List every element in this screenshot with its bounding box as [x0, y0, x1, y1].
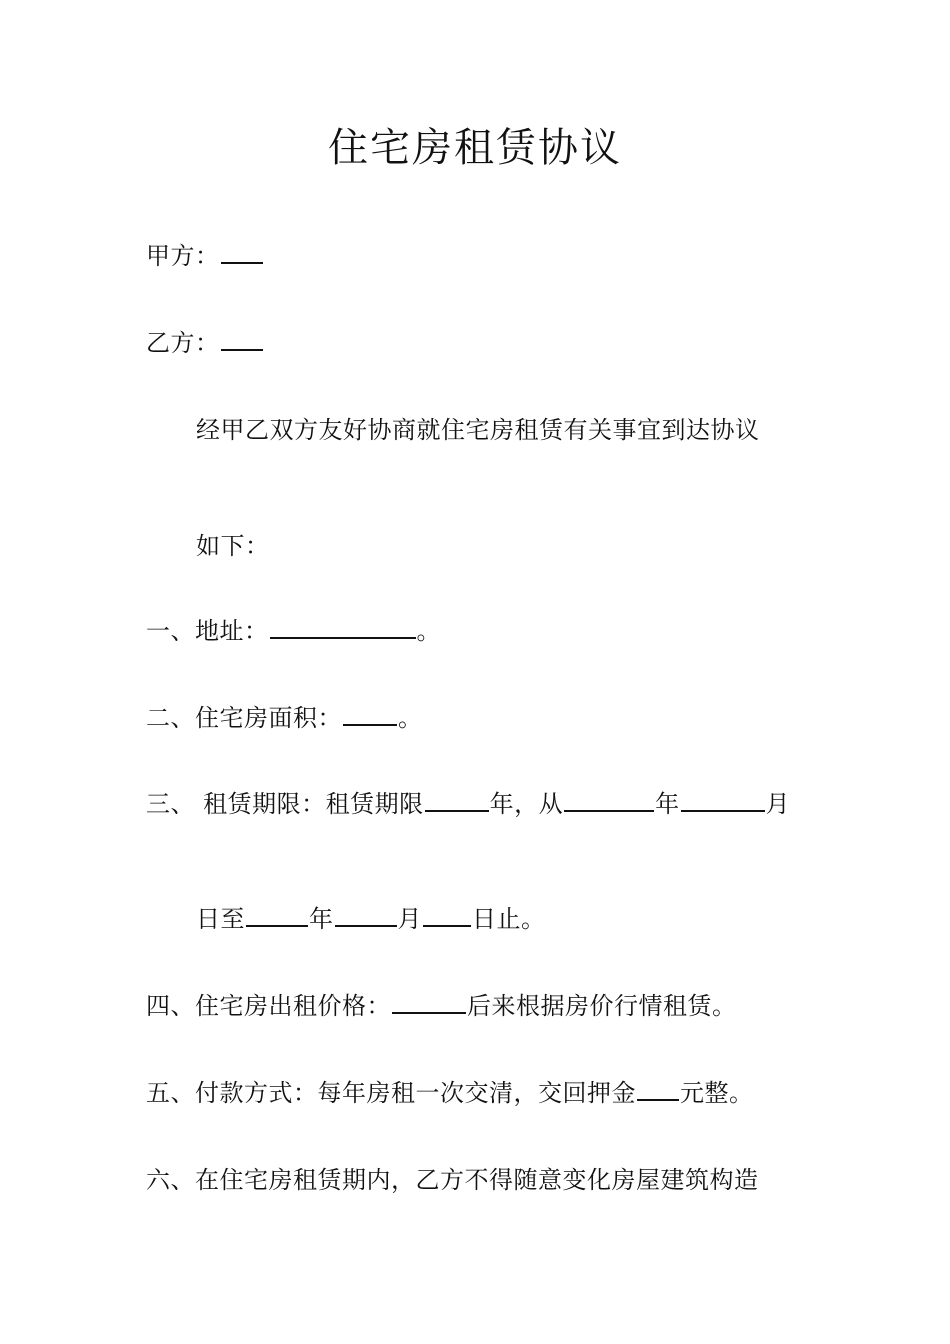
clause-3-year-from: 年，从: [489, 790, 564, 818]
document-title: 住宅房租赁协议: [328, 125, 622, 171]
clause-2-suffix: 。: [398, 704, 423, 732]
party-b-line: [146, 325, 264, 361]
clause-1-suffix: 。: [416, 617, 441, 645]
clause-1-label: 一、地址：: [146, 617, 269, 645]
clause-3-term: [146, 786, 790, 822]
clause-4-suffix: 后来根据房价行情租赁。: [467, 992, 737, 1020]
clause-5-suffix: 元整。: [680, 1079, 754, 1107]
intro-line-2: 如下：: [196, 532, 270, 560]
end-year-blank: [246, 903, 308, 927]
party-a-label: 甲方：: [146, 242, 220, 270]
clause-3-line2-end: 日止。: [472, 905, 546, 933]
clause-2-area: [146, 700, 423, 736]
clause-6-structure: 六、在住宅房租赁期内，乙方不得随意变化房屋建筑构造: [146, 1166, 759, 1194]
party-b-blank: [221, 327, 263, 351]
start-month-blank: [681, 788, 765, 812]
clause-2-label: 二、住宅房面积：: [146, 704, 342, 732]
start-year-blank: [564, 788, 654, 812]
clause-3-month: 月: [765, 790, 791, 818]
clause-3-year: 年: [655, 790, 680, 818]
clause-5-payment: [146, 1075, 754, 1111]
clause-3-line2-month: 月: [397, 905, 422, 933]
deposit-blank: [637, 1077, 679, 1101]
address-blank: [270, 615, 416, 639]
clause-3-day-to: 日至: [196, 905, 245, 933]
party-a-line: [146, 238, 264, 274]
party-a-blank: [221, 240, 263, 264]
area-blank: [343, 702, 397, 726]
clause-1-address: [146, 613, 441, 649]
end-month-blank: [335, 903, 397, 927]
clause-4-label: 四、住宅房出租价格：: [146, 992, 391, 1020]
clause-4-price: [146, 988, 737, 1024]
party-b-label: 乙方：: [146, 329, 220, 357]
intro-line-1: 经甲乙双方友好协商就住宅房租赁有关事宜到达协议: [196, 416, 760, 444]
term-years-blank: [425, 788, 489, 812]
clause-3-line2-year: 年: [309, 905, 334, 933]
clause-5-label: 五、付款方式：每年房租一次交清，交回押金: [146, 1079, 636, 1107]
end-day-blank: [423, 903, 471, 927]
clause-3-term-line2: [196, 901, 546, 937]
clause-3-label: 三、 租赁期限：租赁期限: [146, 790, 424, 818]
price-blank: [392, 990, 466, 1014]
